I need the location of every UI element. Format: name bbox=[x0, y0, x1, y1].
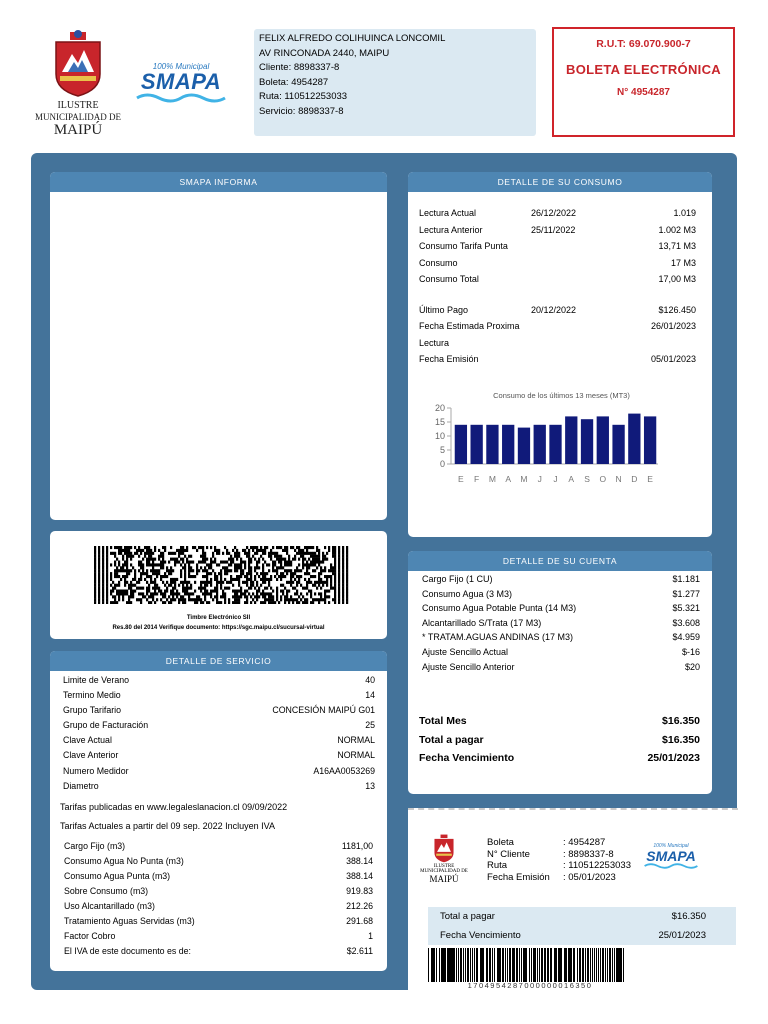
stub-municipality-logo bbox=[420, 832, 468, 884]
row-label: Alcantarillado S/Trata (17 M3) bbox=[422, 617, 542, 628]
row-value: 26/01/2023 bbox=[650, 321, 696, 331]
client-number: Cliente: 8898337-8 bbox=[259, 62, 340, 74]
timbre-card bbox=[50, 531, 387, 639]
row-value: 13 bbox=[365, 780, 375, 791]
row-label: Grupo de Facturación bbox=[63, 720, 149, 731]
row-label: Consumo Tarifa Punta bbox=[419, 241, 508, 251]
row-label: Numero Medidor bbox=[63, 765, 129, 776]
row-value: A16AA0053269 bbox=[313, 765, 375, 776]
table-row bbox=[64, 914, 373, 929]
row-label: El IVA de este documento es de: bbox=[64, 946, 191, 957]
table-row bbox=[63, 688, 375, 703]
consumo-chart-svg bbox=[408, 384, 712, 494]
row-label: Consumo Agua Potable Punta (14 M3) bbox=[422, 603, 577, 614]
chart-bar bbox=[518, 428, 530, 464]
cuenta-title: DETALLE DE SU CUENTA bbox=[408, 551, 712, 571]
row-label: Sobre Consumo (m3) bbox=[64, 886, 149, 897]
y-tick-label: 15 bbox=[434, 417, 445, 427]
consumo-title: DETALLE DE SU CONSUMO bbox=[408, 172, 712, 192]
table-row bbox=[63, 748, 375, 763]
row-date bbox=[531, 255, 671, 272]
maipu-crest-small-icon bbox=[431, 832, 457, 864]
stub-field-label: N° Cliente bbox=[487, 848, 530, 860]
cuenta-rows bbox=[408, 571, 712, 674]
table-row bbox=[422, 616, 700, 631]
stub-field-value: : 8898337-8 bbox=[563, 848, 614, 860]
stub-venc-value: 25/01/2023 bbox=[658, 930, 706, 941]
municipality-line1: ILUSTRE bbox=[57, 100, 99, 111]
row-date: 20/12/2022 bbox=[531, 304, 577, 315]
row-value: 388.14 bbox=[346, 870, 373, 881]
document-title: BOLETA ELECTRÓNICA bbox=[566, 62, 721, 77]
y-tick-label: 10 bbox=[434, 431, 445, 441]
table-row bbox=[63, 703, 375, 718]
row-label: Termino Medio bbox=[63, 690, 121, 701]
cuenta-totals bbox=[408, 712, 712, 768]
table-row bbox=[64, 869, 373, 884]
row-value: $3.608 bbox=[672, 617, 700, 628]
stub-field-row bbox=[487, 837, 647, 849]
rut-box bbox=[552, 27, 735, 137]
table-row bbox=[64, 854, 373, 869]
row-label: Cargo Fijo (1 CU) bbox=[422, 574, 493, 584]
stub-field-label: Fecha Emisión bbox=[487, 871, 550, 883]
chart-bar bbox=[486, 425, 498, 464]
stub-total-label: Total a pagar bbox=[440, 911, 495, 922]
row-value: 14 bbox=[365, 690, 375, 701]
row-label: Último Pago bbox=[419, 304, 469, 315]
chart-bar bbox=[455, 425, 467, 464]
client-ruta: Ruta: 110512253033 bbox=[259, 91, 348, 103]
table-row bbox=[422, 587, 700, 602]
stub-barcode bbox=[428, 948, 628, 981]
table-row bbox=[419, 222, 696, 239]
municipality-line2: MUNICIPALIDAD DE bbox=[35, 112, 121, 122]
x-tick-label: M bbox=[520, 474, 528, 484]
x-tick-label: A bbox=[505, 474, 512, 484]
row-value: 291.68 bbox=[346, 916, 373, 927]
table-row bbox=[422, 660, 700, 675]
row-value: $5.321 bbox=[672, 603, 700, 614]
consumo-card bbox=[408, 172, 712, 537]
total-label: Fecha Vencimiento bbox=[419, 752, 515, 764]
client-servicio: Servicio: 8898337-8 bbox=[259, 105, 344, 117]
table-row bbox=[63, 673, 375, 688]
x-tick-label: J bbox=[537, 474, 542, 484]
chart-bar bbox=[471, 425, 483, 464]
servicio-card bbox=[50, 651, 387, 971]
consumo-rows-2 bbox=[408, 288, 712, 368]
row-date bbox=[531, 318, 651, 351]
smapa-name: SMAPA bbox=[140, 69, 222, 94]
chart-bar bbox=[644, 416, 656, 464]
informa-title: SMAPA INFORMA bbox=[50, 172, 387, 192]
row-label: Consumo Agua (3 M3) bbox=[422, 588, 513, 599]
row-value: 25 bbox=[365, 720, 375, 731]
table-row bbox=[64, 884, 373, 899]
y-tick-label: 20 bbox=[434, 403, 445, 413]
chart-bar bbox=[549, 425, 561, 464]
total-label: Total Mes bbox=[419, 715, 467, 727]
chart-bar bbox=[597, 416, 609, 464]
row-label: Limite de Verano bbox=[63, 675, 130, 685]
x-tick-label: E bbox=[647, 474, 653, 484]
smapa-logo bbox=[135, 62, 227, 112]
chart-bar bbox=[534, 425, 546, 464]
x-tick-label: S bbox=[584, 474, 590, 484]
row-value: $126.450 bbox=[658, 304, 696, 315]
client-boleta: Boleta: 4954287 bbox=[259, 76, 329, 88]
chart-bar bbox=[612, 425, 624, 464]
informa-card bbox=[50, 172, 387, 520]
row-label: Tratamiento Aguas Servidas (m3) bbox=[64, 916, 195, 927]
row-date: 26/12/2022 bbox=[531, 208, 577, 218]
pdf417-barcode-icon bbox=[94, 546, 350, 604]
row-label: Ajuste Sencillo Actual bbox=[422, 646, 509, 657]
row-value: $2.611 bbox=[346, 946, 373, 957]
table-row bbox=[419, 302, 696, 319]
total-value: $16.350 bbox=[662, 715, 700, 727]
row-value: 388.14 bbox=[346, 855, 373, 866]
table-row bbox=[419, 238, 696, 255]
timbre-line1: Timbre Electrónico SII bbox=[186, 615, 251, 621]
row-value: 1181,00 bbox=[341, 840, 373, 851]
table-row bbox=[64, 944, 373, 959]
x-tick-label: O bbox=[599, 474, 607, 484]
total-value: 25/01/2023 bbox=[647, 752, 700, 764]
consumo-rows bbox=[408, 192, 712, 288]
row-value: NORMAL bbox=[337, 735, 375, 746]
stub-smapa-name: SMAPA bbox=[646, 848, 696, 864]
tarifas-rows bbox=[50, 831, 387, 960]
chart-title: Consumo de los últimos 13 meses (MT3) bbox=[493, 391, 630, 400]
stub-totals-table bbox=[428, 907, 736, 945]
table-row bbox=[419, 271, 696, 288]
rut-number: R.U.T: 69.070.900-7 bbox=[596, 38, 691, 50]
stub-municipality-line2: MUNICIPALIDAD DE bbox=[420, 869, 468, 874]
total-label: Total a pagar bbox=[419, 733, 484, 746]
row-label: Fecha Estimada Proxima Lectura bbox=[419, 321, 520, 348]
row-value: 1 bbox=[368, 931, 373, 942]
municipality-logo bbox=[30, 28, 126, 146]
timbre-line2: Res.80 del 2014 Verifique documento: https://sgc.maipu.cl/sucursal-virtual bbox=[112, 625, 325, 631]
row-value: 40 bbox=[365, 675, 375, 685]
row-date bbox=[531, 351, 651, 368]
stub-smapa-tagline: 100% Municipal bbox=[653, 843, 689, 849]
table-row bbox=[63, 764, 375, 779]
table-row bbox=[63, 733, 375, 748]
row-label: Factor Cobro bbox=[64, 931, 116, 942]
row-label: Fecha Emisión bbox=[419, 354, 479, 364]
stub-field-value: : 110512253033 bbox=[563, 860, 631, 871]
row-value: CONCESIÓN MAIPÚ G01 bbox=[272, 705, 375, 716]
maipu-crest-icon bbox=[48, 28, 108, 98]
table-row bbox=[422, 572, 700, 587]
row-label: Lectura Actual bbox=[419, 208, 477, 218]
stub-smapa-logo bbox=[641, 843, 701, 869]
row-label: Consumo Agua No Punta (m3) bbox=[64, 855, 184, 866]
linear-barcode-icon bbox=[428, 948, 628, 982]
servicio-title: DETALLE DE SERVICIO bbox=[50, 651, 387, 671]
x-tick-label: M bbox=[488, 474, 496, 484]
row-value: 1.019 bbox=[673, 208, 696, 218]
x-tick-label: N bbox=[615, 474, 622, 484]
table-row bbox=[422, 630, 700, 645]
stub-venc-row bbox=[428, 926, 736, 945]
table-row bbox=[419, 731, 700, 750]
row-date bbox=[531, 238, 658, 255]
y-tick-label: 0 bbox=[439, 459, 445, 469]
stub-total-row bbox=[428, 907, 736, 926]
row-label: Clave Anterior bbox=[63, 750, 119, 761]
row-label: Uso Alcantarillado (m3) bbox=[64, 901, 155, 912]
row-value: 17,00 M3 bbox=[658, 274, 696, 284]
row-value: $4.959 bbox=[672, 632, 700, 643]
row-label: Ajuste Sencillo Anterior bbox=[422, 661, 515, 672]
row-label: Lectura Anterior bbox=[419, 224, 483, 235]
row-label: Consumo Agua Punta (m3) bbox=[64, 870, 171, 881]
table-row bbox=[422, 601, 700, 616]
row-value: $1.277 bbox=[672, 588, 700, 599]
row-label: Cargo Fijo (m3) bbox=[64, 840, 126, 851]
chart-bar bbox=[628, 414, 640, 464]
total-value: $16.350 bbox=[662, 733, 700, 746]
table-row bbox=[419, 712, 700, 731]
tarifas-note-2: Tarifas Actuales a partir del 09 sep. 2022 Incluyen IVA bbox=[60, 820, 275, 831]
row-value: NORMAL bbox=[337, 750, 375, 761]
row-value: 05/01/2023 bbox=[650, 354, 696, 364]
stub-field-row bbox=[487, 849, 647, 861]
stub-municipality-line1: ILUSTRE bbox=[433, 864, 455, 869]
stub-field-row bbox=[487, 860, 647, 872]
smapa-tagline: 100% Municipal bbox=[152, 62, 210, 71]
x-tick-label: A bbox=[568, 474, 575, 484]
row-date bbox=[531, 271, 658, 288]
table-row bbox=[419, 749, 700, 768]
row-value: 1.002 M3 bbox=[658, 224, 696, 235]
table-row bbox=[63, 718, 375, 733]
stub-barcode-number: 1704954287000000016350 bbox=[467, 981, 593, 990]
row-value: 17 M3 bbox=[670, 257, 696, 268]
row-label: Consumo Total bbox=[419, 274, 479, 284]
table-row bbox=[422, 645, 700, 660]
table-row bbox=[64, 899, 373, 914]
wave-icon bbox=[135, 93, 227, 103]
row-value: 212.26 bbox=[346, 901, 373, 912]
row-label: Clave Actual bbox=[63, 735, 112, 746]
table-row bbox=[419, 205, 696, 222]
table-row bbox=[419, 318, 696, 351]
row-label: * TRATAM.AGUAS ANDINAS (17 M3) bbox=[422, 632, 574, 643]
cuenta-card bbox=[408, 551, 712, 794]
client-name: FELIX ALFREDO COLIHUINCA LONCOMIL bbox=[259, 33, 446, 44]
servicio-rows bbox=[50, 671, 387, 794]
chart-bar bbox=[502, 425, 514, 464]
row-date: 25/11/2022 bbox=[531, 224, 576, 235]
stub-field-value: : 05/01/2023 bbox=[563, 871, 616, 883]
row-label: Grupo Tarifario bbox=[63, 705, 122, 716]
x-tick-label: F bbox=[474, 474, 480, 484]
row-value: $20 bbox=[684, 661, 700, 672]
timbre-barcode bbox=[94, 546, 350, 604]
stub-fields bbox=[487, 837, 647, 883]
stub-municipality-line3: MAIPÚ bbox=[429, 874, 459, 884]
row-value: 919.83 bbox=[346, 886, 373, 897]
stub-field-row bbox=[487, 872, 647, 884]
stub-field-label: Ruta bbox=[487, 860, 508, 871]
x-tick-label: J bbox=[553, 474, 558, 484]
chart-bar bbox=[565, 416, 577, 464]
tarifas-note-1: Tarifas publicadas en www.legaleslanacion.cl 09/09/2022 bbox=[60, 801, 288, 812]
x-tick-label: D bbox=[631, 474, 638, 484]
stub-venc-label: Fecha Vencimiento bbox=[440, 930, 521, 941]
row-value: 13,71 M3 bbox=[658, 241, 696, 251]
x-tick-label: E bbox=[458, 474, 464, 484]
row-label: Diametro bbox=[63, 780, 99, 791]
row-value: $-16 bbox=[681, 646, 700, 657]
consumo-chart bbox=[408, 384, 712, 494]
chart-bar bbox=[581, 419, 593, 464]
y-tick-label: 5 bbox=[439, 445, 445, 455]
table-row bbox=[64, 839, 373, 854]
client-address: AV RINCONADA 2440, MAIPU bbox=[259, 47, 390, 59]
row-label: Consumo bbox=[419, 257, 458, 268]
table-row bbox=[419, 351, 696, 368]
municipality-line3: MAIPÚ bbox=[53, 122, 103, 138]
stub-field-label: Boleta bbox=[487, 837, 514, 848]
client-info-box bbox=[254, 29, 536, 136]
row-value: $1.181 bbox=[672, 574, 700, 584]
boleta-number: N° 4954287 bbox=[617, 87, 670, 98]
table-row bbox=[64, 929, 373, 944]
stub-field-value: : 4954287 bbox=[563, 837, 606, 848]
table-row bbox=[419, 255, 696, 272]
stub-total-value: $16.350 bbox=[671, 911, 706, 922]
table-row bbox=[63, 779, 375, 794]
